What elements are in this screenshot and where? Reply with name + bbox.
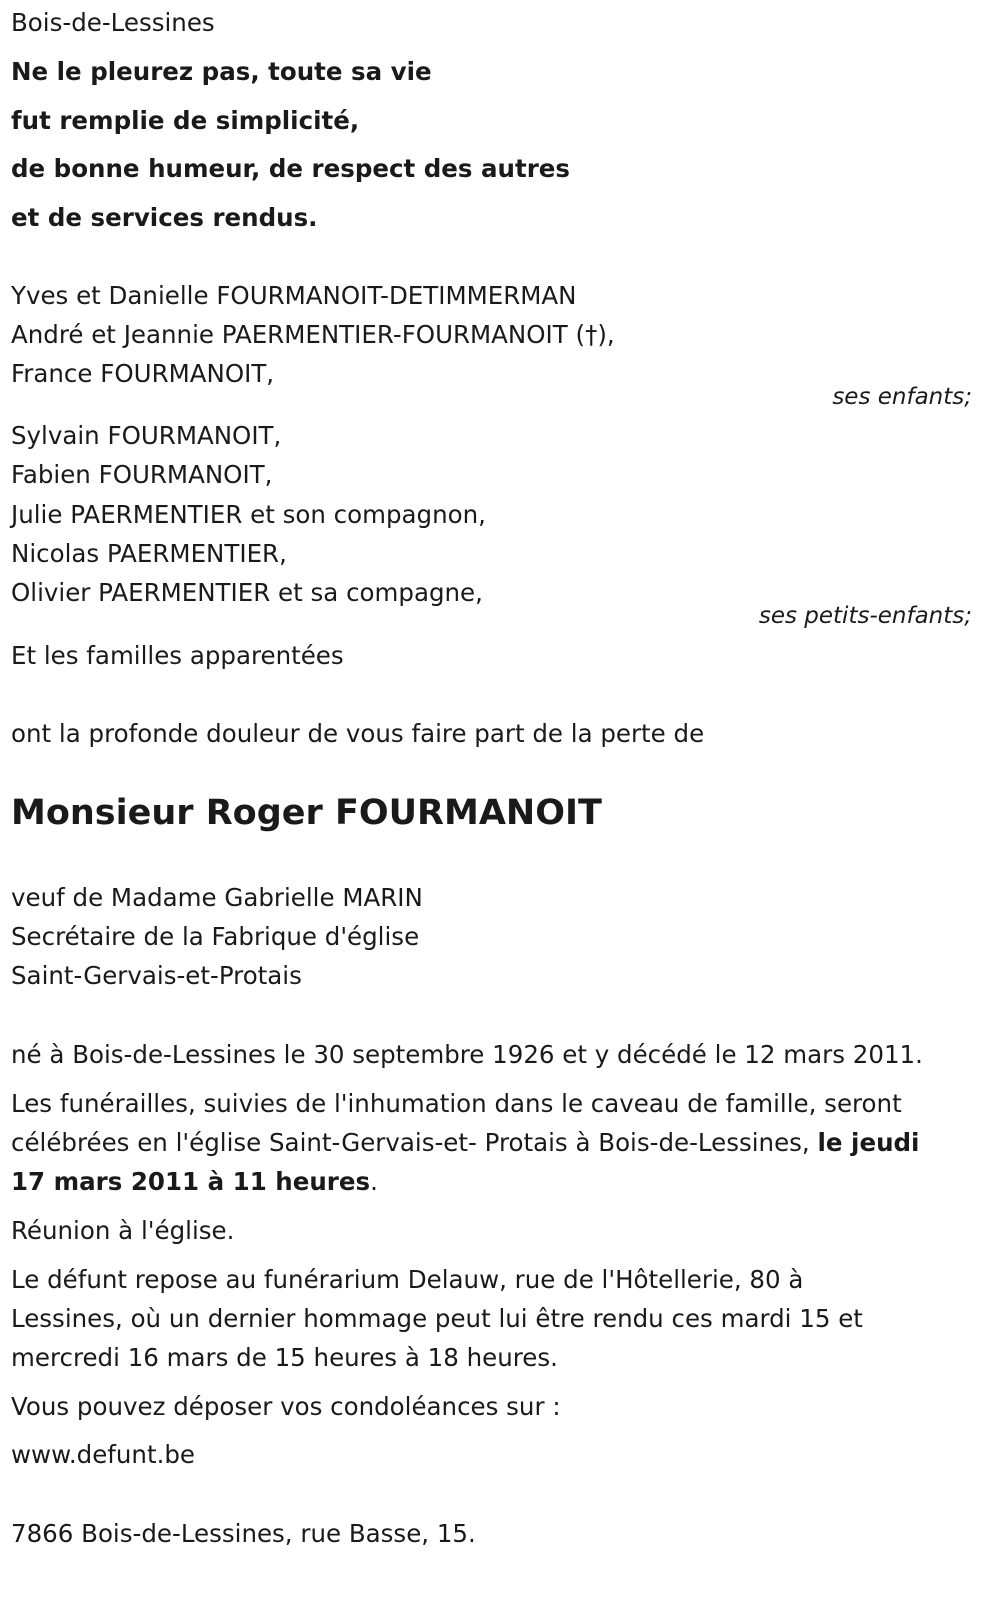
child-entry: France FOURMANOIT, [11, 359, 275, 388]
poem-line: Ne le pleurez pas, toute sa vie [11, 57, 432, 86]
announcement-line: ont la profonde douleur de vous faire part de la perte de [11, 719, 705, 748]
grandchild-entry: Julie PAERMENTIER et son compagnon, [11, 500, 486, 529]
deceased-name: Monsieur Roger FOURMANOIT [11, 793, 602, 833]
poem-line: de bonne humeur, de respect des autres [11, 154, 570, 183]
poem-line: fut remplie de simplicité, [11, 106, 360, 135]
birth-death-line: né à Bois-de-Lessines le 30 septembre 1926 et y décédé le 12 mars 2011. [11, 1040, 923, 1069]
grandchild-entry: Olivier PAERMENTIER et sa compagne, [11, 578, 483, 607]
poem-line: et de services rendus. [11, 203, 318, 232]
children-label: ses enfants; [832, 384, 972, 410]
funeral-line: Les funérailles, suivies de l'inhumation dans le caveau de famille, seront [11, 1089, 902, 1118]
visitation-line: mercredi 16 mars de 15 heures à 18 heures. [11, 1343, 558, 1372]
child-entry: André et Jeannie PAERMENTIER-FOURMANOIT (†), [11, 320, 615, 349]
detail-line: Saint-Gervais-et-Protais [11, 961, 302, 990]
address-line: 7866 Bois-de-Lessines, rue Basse, 15. [11, 1519, 476, 1548]
meeting-line: Réunion à l'église. [11, 1216, 235, 1245]
website-link[interactable]: www.defunt.be [11, 1440, 195, 1469]
families-line: Et les familles apparentées [11, 641, 344, 670]
grandchildren-label: ses petits-enfants; [758, 603, 972, 629]
grandchild-entry: Fabien FOURMANOIT, [11, 460, 273, 489]
visitation-line: Le défunt repose au funérarium Delauw, rue de l'Hôtellerie, 80 à [11, 1265, 804, 1294]
condolences-line: Vous pouvez déposer vos condoléances sur : [11, 1392, 561, 1421]
funeral-text: célébrées en l'église Saint-Gervais-et- Protais à Bois-de-Lessines, [11, 1128, 818, 1157]
funeral-date-bold: le jeudi [817, 1128, 920, 1157]
funeral-line [11, 1167, 378, 1196]
grandchild-entry: Sylvain FOURMANOIT, [11, 421, 282, 450]
detail-line: Secrétaire de la Fabrique d'église [11, 922, 420, 951]
visitation-line: Lessines, où un dernier hommage peut lui être rendu ces mardi 15 et [11, 1304, 863, 1333]
grandchild-entry: Nicolas PAERMENTIER, [11, 539, 287, 568]
funeral-date-bold: 17 mars 2011 à 11 heures [11, 1167, 371, 1196]
funeral-text: . [370, 1167, 378, 1196]
place-heading: Bois-de-Lessines [11, 8, 215, 37]
funeral-line [11, 1128, 919, 1157]
detail-line: veuf de Madame Gabrielle MARIN [11, 883, 423, 912]
child-entry: Yves et Danielle FOURMANOIT-DETIMMERMAN [11, 281, 577, 310]
